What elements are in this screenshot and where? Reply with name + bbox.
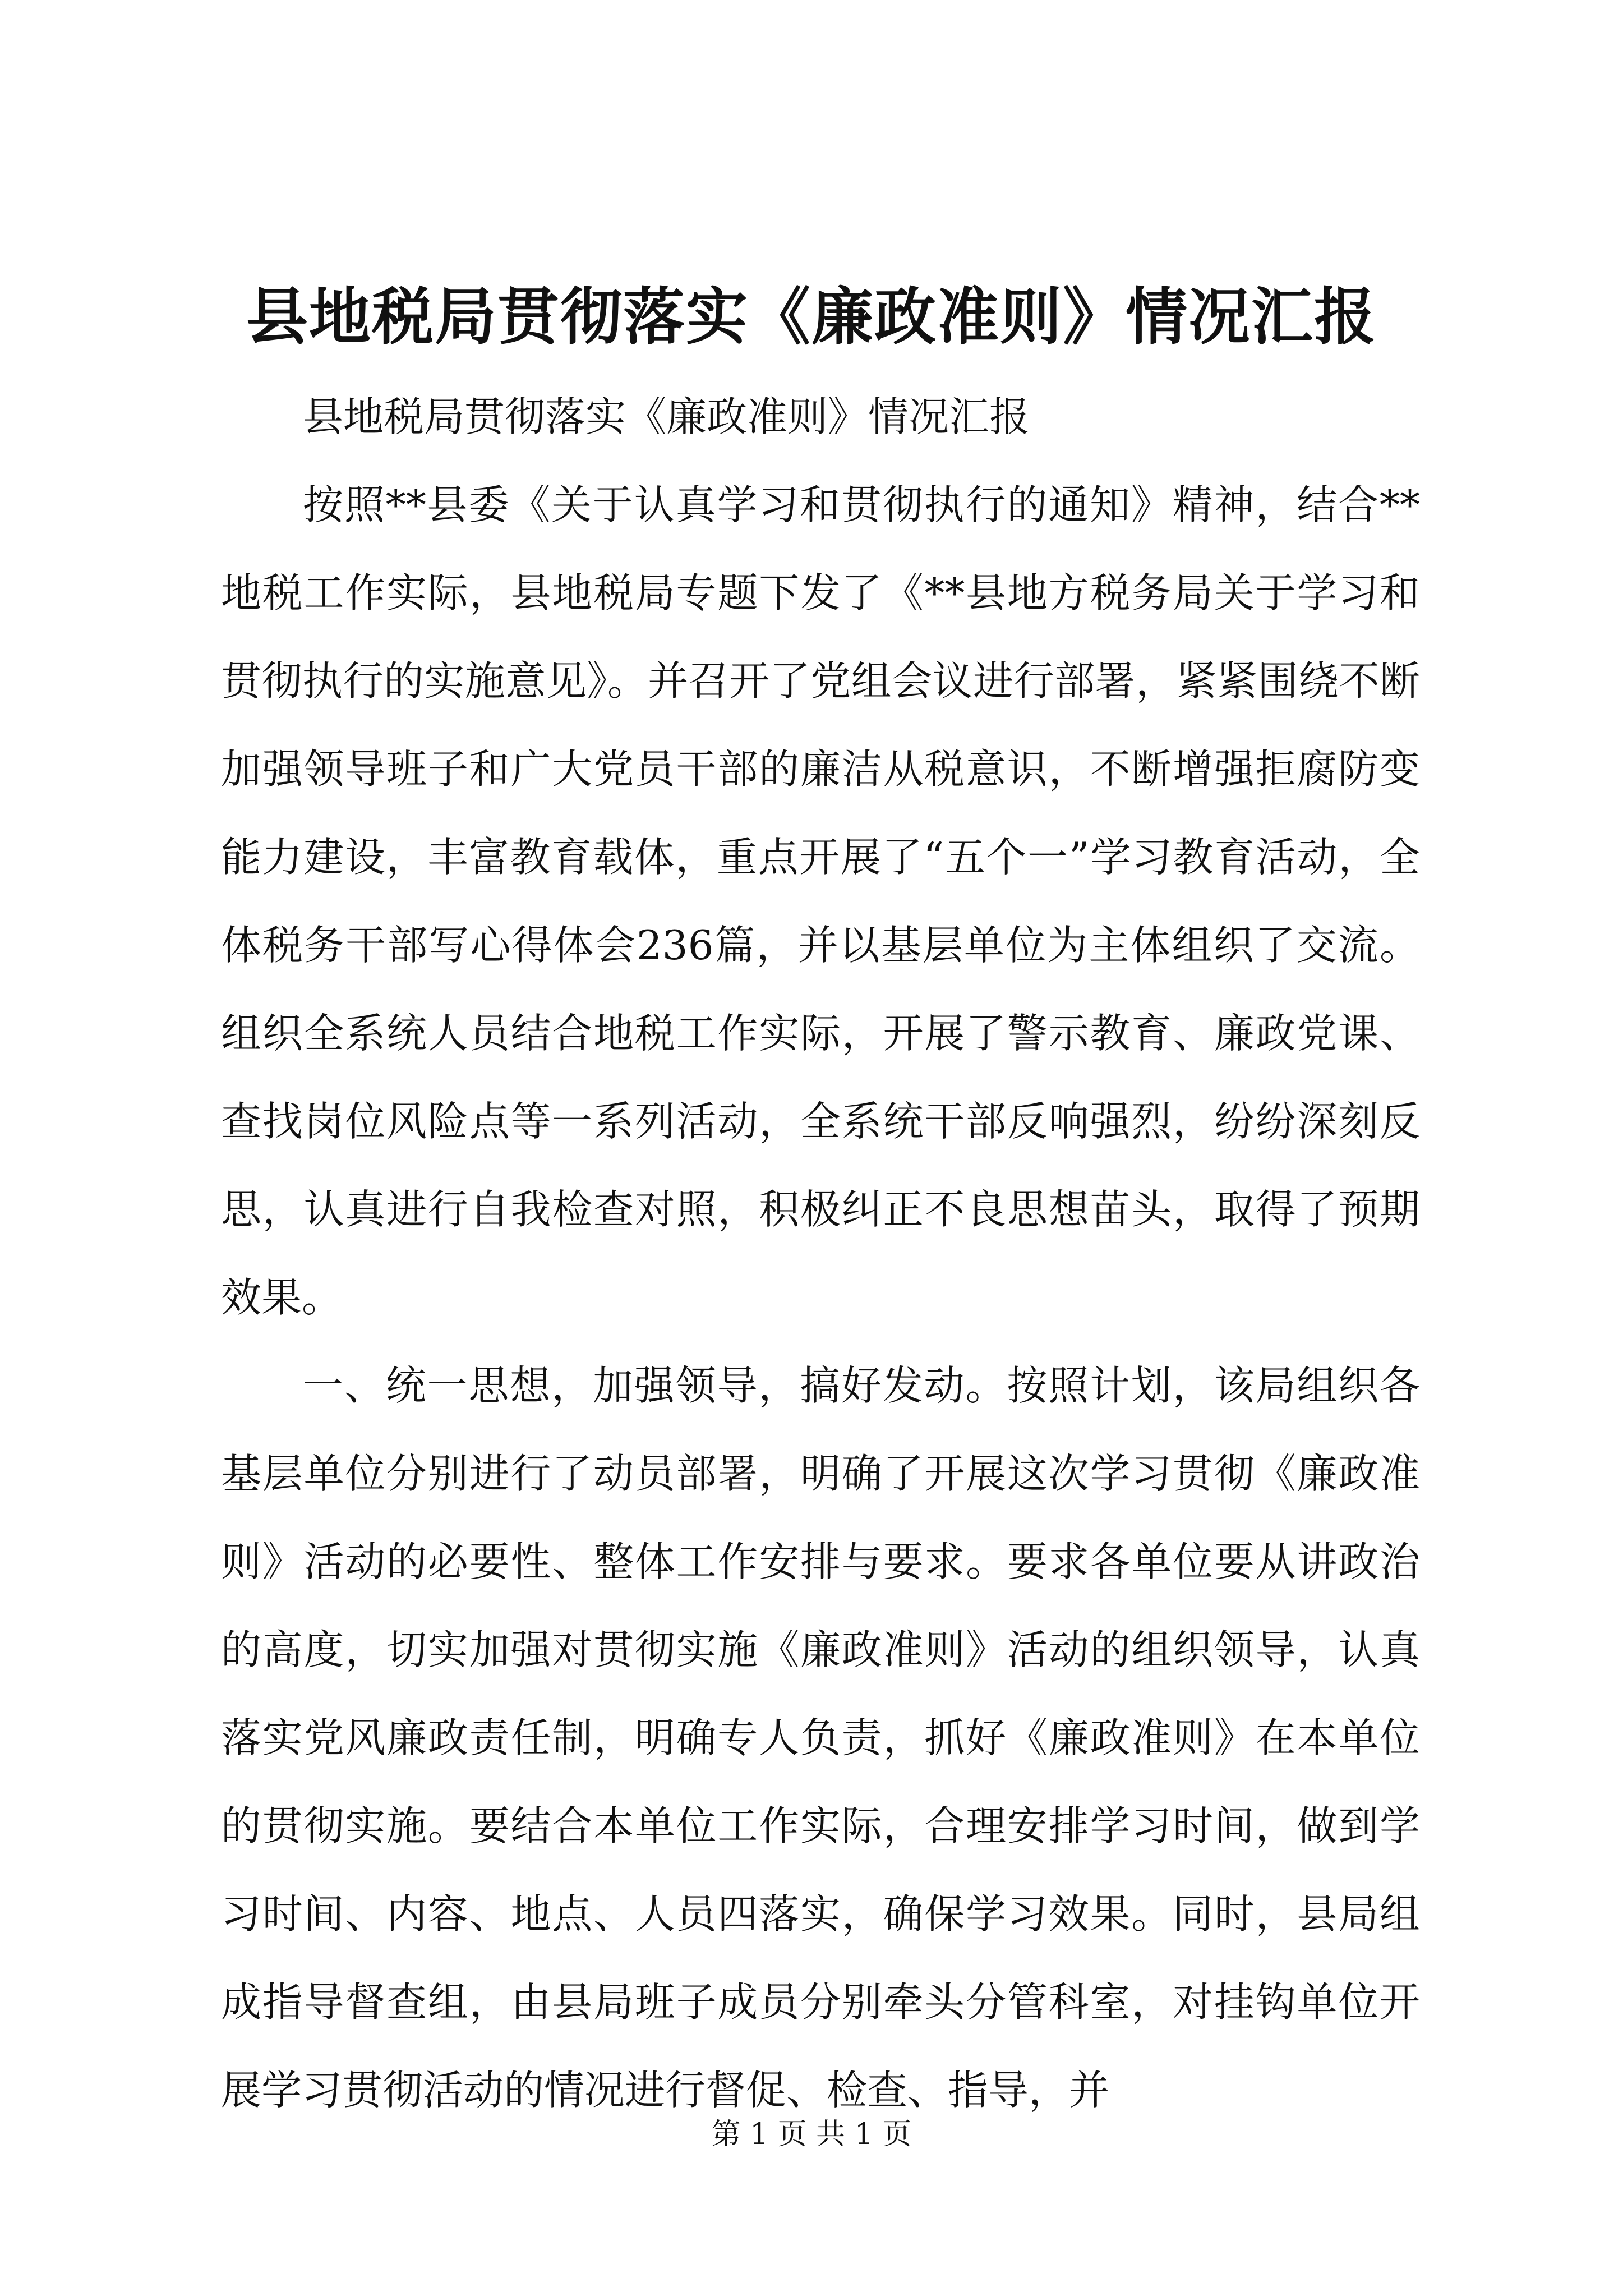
section-one-paragraph: 一、统一思想，加强领导，搞好发动。按照计划，该局组织各基层单位分别进行了动员部署，明确了开展这次学习贯彻《廉政准则》活动的必要性、整体工作安排与要求。要求各单位要从讲政治的高度，切实加强对贯彻实施《廉政准则》活动的组织领导，认真落实党风廉政责任制，明确专人负责，抓好《廉政准则》在本单位的贯彻实施。要结合本单位工作实际，合理安排学习时间，做到学习时间、内容、地点、人员四落实，确保学习效果。同时，县局组成指导督查组，由县局班子成员分别牵头分管科室，对挂钩单位开展学习贯彻活动的情况进行督促、检查、指导，并 — [221, 1362, 1420, 2114]
document-title: 县地税局贯彻落实《廉政准则》情况汇报 — [246, 280, 1377, 353]
subtitle-paragraph: 县地税局贯彻落实《廉政准则》情况汇报 — [303, 393, 1030, 440]
document-body — [221, 373, 1420, 2134]
page-number-footer: 第 1 页 共 1 页 — [711, 2118, 912, 2151]
intro-paragraph: 按照**县委《关于认真学习和贯彻执行的通知》精神，结合**地税工作实际，县地税局专题下发了《**县地方税务局关于学习和贯彻执行的实施意见》。并召开了党组会议进行部署，紧紧围绕不断加强领导班子和广大党员干部的廉洁从税意识，不断增强拒腐防变能力建设，丰富教育载体，重点开展了“五个一”学习教育活动，全体税务干部写心得体会236篇，并以基层单位为主体组织了交流。组织全系统人员结合地税工作实际，开展了警示教育、廉政党课、查找岗位风险点等一系列活动，全系统干部反响强烈，纷纷深刻反思，认真进行自我检查对照，积极纠正不良思想苗头，取得了预期效果。 — [221, 481, 1420, 1321]
